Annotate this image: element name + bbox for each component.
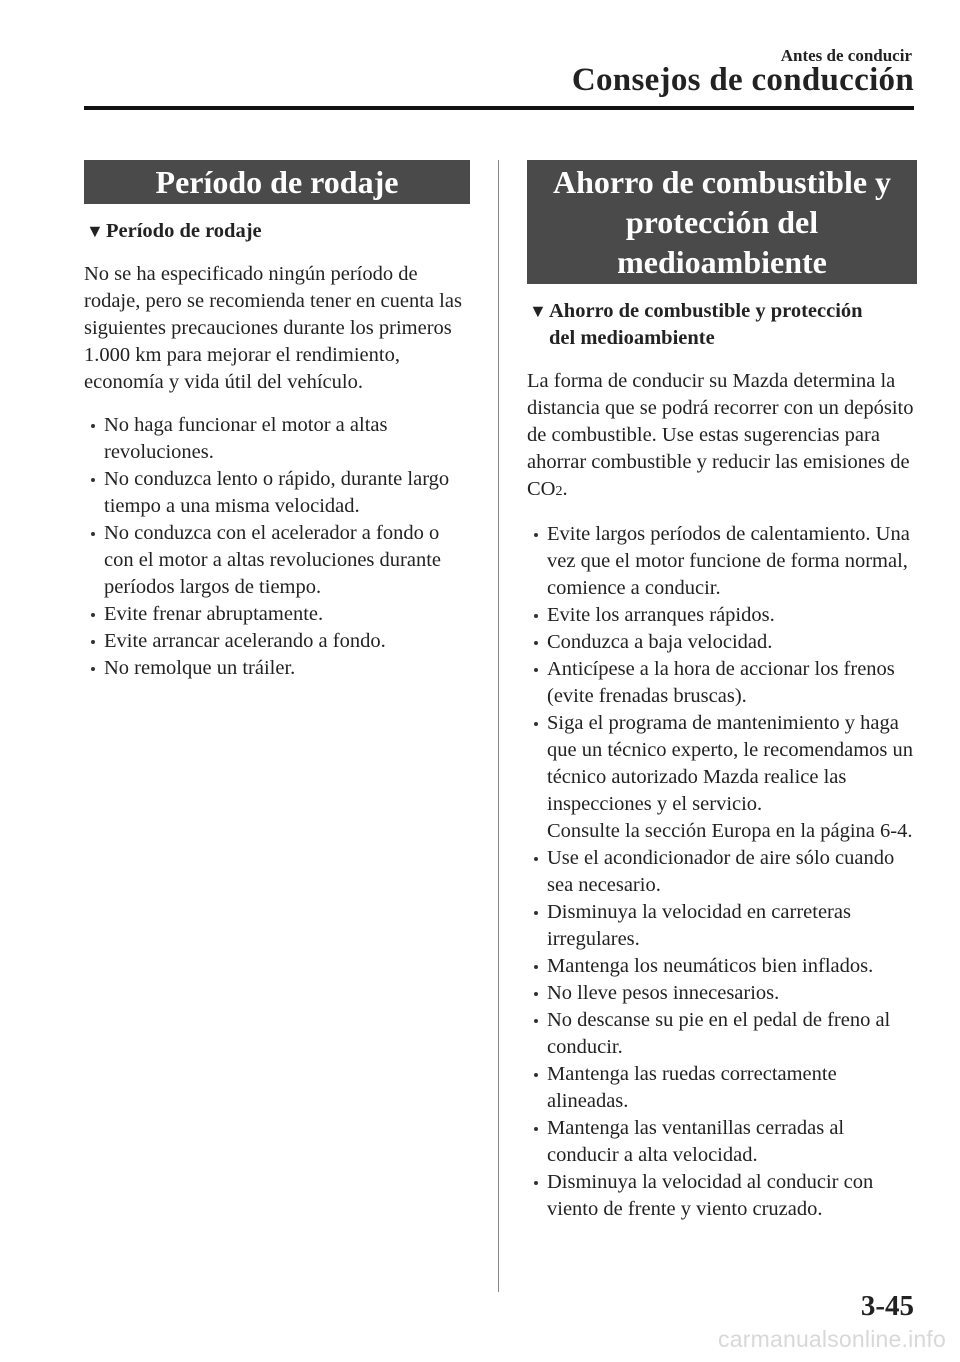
bullet-icon — [534, 668, 538, 672]
list-item: Siga el programa de mantenimiento y haga que un técnico experto, le recomendamos un técnico autorizado Mazda realice las inspecciones y el servicio. Consulte la sección Europa en la página 6-4. — [527, 710, 917, 845]
list-item: Anticípese a la hora de accionar los frenos (evite frenadas bruscas). — [527, 656, 917, 710]
bullet-icon — [534, 533, 538, 537]
bullet-icon — [534, 911, 538, 915]
triangle-down-icon: ▼ — [86, 221, 104, 241]
list-item: No haga funcionar el motor a altas revoluciones. — [84, 412, 470, 466]
list-item: No remolque un tráiler. — [84, 655, 470, 682]
right-banner-line: medioambiente — [617, 244, 827, 280]
bullet-icon — [91, 667, 95, 671]
right-banner-line: Ahorro de combustible y — [552, 164, 892, 200]
list-item: No conduzca con el acelerador a fondo o con el motor a altas revoluciones durante períodos largos de tiempo. — [84, 520, 470, 601]
bullet-note: Consulte la sección Europa en la página 6-4. — [547, 820, 913, 842]
left-subheading — [84, 218, 470, 245]
page-title: Consejos de conducción — [571, 62, 914, 98]
list-item: Use el acondicionador de aire sólo cuando sea necesario. — [527, 845, 917, 899]
list-item: Evite frenar abruptamente. — [84, 601, 470, 628]
left-subheading-text: Período de rodaje — [106, 220, 262, 242]
bullet-icon — [91, 478, 95, 482]
list-item: Disminuya la velocidad en carreteras irregulares. — [527, 899, 917, 953]
right-banner — [527, 160, 917, 284]
page-number: 3-45 — [860, 1290, 914, 1322]
list-item: Mantenga las ventanillas cerradas al conducir a alta velocidad. — [527, 1115, 917, 1169]
bullet-icon — [91, 613, 95, 617]
list-item: No conduzca lento o rápido, durante largo tiempo a una misma velocidad. — [84, 466, 470, 520]
bullet-icon — [534, 1073, 538, 1077]
right-column — [527, 160, 917, 1223]
right-subheading — [527, 298, 917, 352]
column-divider — [498, 160, 499, 1292]
bullet-icon — [91, 640, 95, 644]
bullet-icon — [91, 532, 95, 536]
right-subheading-text: Ahorro de combustible y protección del medioambiente — [549, 300, 863, 349]
bullet-icon — [534, 1181, 538, 1185]
bullet-icon — [91, 424, 95, 428]
bullet-icon — [534, 1127, 538, 1131]
list-item: Disminuya la velocidad al conducir con viento de frente y viento cruzado. — [527, 1169, 917, 1223]
bullet-icon — [534, 641, 538, 645]
list-item: Evite los arranques rápidos. — [527, 602, 917, 629]
list-item: Conduzca a baja velocidad. — [527, 629, 917, 656]
bullet-icon — [534, 857, 538, 861]
left-paragraph: No se ha especificado ningún período de rodaje, pero se recomienda tener en cuenta las siguientes precauciones durante los primeros 1.000 km para mejorar el rendimiento, economía y vida útil del vehículo. — [84, 263, 462, 393]
list-item: Mantenga los neumáticos bien inflados. — [527, 953, 917, 980]
bullet-icon — [534, 1019, 538, 1023]
list-item: No lleve pesos innecesarios. — [527, 980, 917, 1007]
list-item: Evite largos períodos de calentamiento. Una vez que el motor funcione de forma normal, comience a conducir. — [527, 521, 917, 602]
section-label: Antes de conducir — [780, 46, 912, 65]
left-banner: Período de rodaje — [84, 160, 470, 204]
right-bullet-list — [527, 521, 917, 1223]
list-item: Evite arrancar acelerando a fondo. — [84, 628, 470, 655]
left-column — [84, 160, 470, 682]
bullet-icon — [534, 965, 538, 969]
list-item: No descanse su pie en el pedal de freno al conducir. — [527, 1007, 917, 1061]
bullet-icon — [534, 722, 538, 726]
left-bullet-list — [84, 412, 470, 682]
bullet-icon — [534, 614, 538, 618]
bullet-icon — [534, 992, 538, 996]
right-paragraph: La forma de conducir su Mazda determina la distancia que se podrá recorrer con un depósito de combustible. Use estas sugerencias para ahorrar combustible y reducir las emisiones de CO2. — [527, 370, 914, 500]
header-rule — [84, 106, 914, 110]
triangle-down-icon: ▼ — [529, 301, 547, 321]
watermark: carmanualsonline.info — [718, 1326, 946, 1352]
right-banner-line: protección del — [625, 204, 819, 240]
list-item: Mantenga las ruedas correctamente alineadas. — [527, 1061, 917, 1115]
